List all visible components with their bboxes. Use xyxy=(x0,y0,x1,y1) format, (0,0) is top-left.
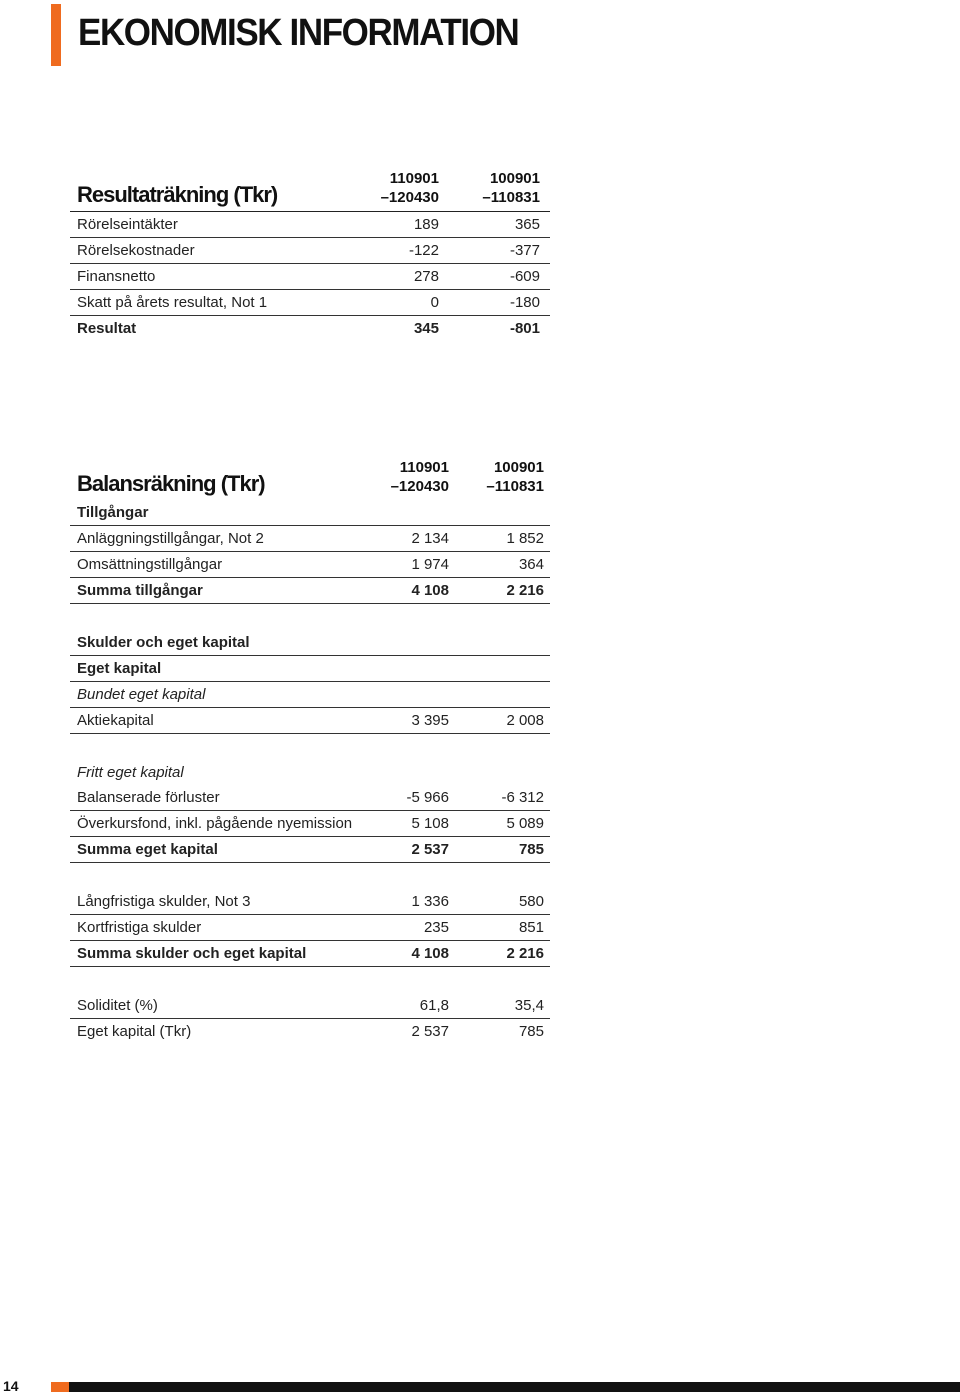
row-label: Tillgångar xyxy=(77,504,149,521)
income-period-1-start: 110901 xyxy=(389,170,439,187)
income-period-2-end: –110831 xyxy=(482,189,540,206)
row-value-period-2: -6 312 xyxy=(501,789,544,806)
row-value-period-1: 189 xyxy=(413,216,439,233)
row-value-period-2: -609 xyxy=(509,268,540,285)
row-value-period-2: -377 xyxy=(509,242,540,259)
row-value-period-2: 2 008 xyxy=(506,712,544,729)
income-header-row xyxy=(70,155,550,212)
row-value-period-2: -180 xyxy=(509,294,540,311)
spacer xyxy=(70,967,550,993)
row-value-period-1: 4 108 xyxy=(411,582,449,599)
row-value-period-2: 365 xyxy=(514,216,540,233)
row-label: Anläggningstillgångar, Not 2 xyxy=(77,530,264,547)
row-value-period-1: -5 966 xyxy=(406,789,449,806)
row-value-period-1: -122 xyxy=(408,242,439,259)
income-period-1-end: –120430 xyxy=(380,189,439,206)
balance-title: Balansräkning (Tkr) xyxy=(77,471,265,496)
section-heading-assets xyxy=(70,500,550,526)
spacer xyxy=(70,604,550,630)
row-label: Eget kapital (Tkr) xyxy=(77,1023,192,1040)
row-value-period-1: 2 537 xyxy=(411,1023,449,1040)
page-number: 14 xyxy=(3,1378,19,1394)
table-row xyxy=(70,708,550,734)
row-value-period-2: 5 089 xyxy=(506,815,544,832)
row-value-period-2: 2 216 xyxy=(506,582,544,599)
row-label: Soliditet (%) xyxy=(77,997,158,1014)
row-value-period-2: 785 xyxy=(518,841,544,858)
income-period-1 xyxy=(381,169,439,207)
income-title: Resultaträkning (Tkr) xyxy=(77,182,278,207)
row-label: Summa skulder och eget kapital xyxy=(77,945,307,962)
income-statement-table xyxy=(70,155,550,341)
row-value-period-2: 785 xyxy=(518,1023,544,1040)
row-value-period-2: 851 xyxy=(518,919,544,936)
row-label: Eget kapital xyxy=(77,660,162,677)
balance-sheet-table xyxy=(70,444,550,1044)
spacer xyxy=(70,863,550,889)
row-label: Långfristiga skulder, Not 3 xyxy=(77,893,251,910)
row-label: Rörelsekostnader xyxy=(77,242,195,259)
row-label: Finansnetto xyxy=(77,268,156,285)
row-label: Kortfristiga skulder xyxy=(77,919,202,936)
row-value-period-2: 580 xyxy=(518,893,544,910)
table-row xyxy=(70,238,550,264)
table-row xyxy=(70,212,550,238)
subheading-free-equity xyxy=(70,760,550,785)
row-label: Bundet eget kapital xyxy=(77,686,206,703)
table-row xyxy=(70,526,550,552)
row-label: Balanserade förluster xyxy=(77,789,220,806)
table-row xyxy=(70,993,550,1019)
balance-period-2 xyxy=(486,458,544,496)
row-value-period-2: 35,4 xyxy=(514,997,544,1014)
table-row xyxy=(70,785,550,811)
row-value-period-1: 4 108 xyxy=(411,945,449,962)
balance-period-1 xyxy=(391,458,449,496)
row-value-period-1: 1 336 xyxy=(411,893,449,910)
section-heading-equity xyxy=(70,656,550,682)
row-value-period-1: 345 xyxy=(413,320,439,337)
equity-total-row xyxy=(70,837,550,863)
balance-period-2-end: –110831 xyxy=(486,478,544,495)
row-value-period-1: 278 xyxy=(413,268,439,285)
row-value-period-1: 5 108 xyxy=(411,815,449,832)
liabilities-equity-total-row xyxy=(70,941,550,967)
assets-total-row xyxy=(70,578,550,604)
balance-header-row xyxy=(70,444,550,500)
table-row xyxy=(70,552,550,578)
balance-period-1-end: –120430 xyxy=(390,478,449,495)
subheading-restricted-equity xyxy=(70,682,550,708)
row-value-period-1: 61,8 xyxy=(419,997,449,1014)
row-label: Rörelseintäkter xyxy=(77,216,178,233)
table-row xyxy=(70,915,550,941)
income-period-2-start: 100901 xyxy=(489,170,540,187)
row-value-period-2: -801 xyxy=(509,320,540,337)
table-row xyxy=(70,1019,550,1044)
row-value-period-1: 2 134 xyxy=(411,530,449,547)
table-row xyxy=(70,290,550,316)
table-row xyxy=(70,264,550,290)
footer-bar xyxy=(51,1382,960,1392)
balance-period-2-start: 100901 xyxy=(493,459,544,476)
row-value-period-1: 3 395 xyxy=(411,712,449,729)
spacer xyxy=(70,734,550,760)
row-value-period-2: 364 xyxy=(518,556,544,573)
table-row xyxy=(70,889,550,915)
income-period-2 xyxy=(482,169,540,207)
row-value-period-1: 1 974 xyxy=(411,556,449,573)
row-label: Summa tillgångar xyxy=(77,582,203,599)
row-label: Aktiekapital xyxy=(77,712,154,729)
row-value-period-1: 2 537 xyxy=(411,841,449,858)
income-total-row xyxy=(70,316,550,341)
balance-period-1-start: 110901 xyxy=(399,459,449,476)
row-label: Överkursfond, inkl. pågående nyemission xyxy=(77,815,353,832)
row-label: Summa eget kapital xyxy=(77,841,218,858)
row-label: Skulder och eget kapital xyxy=(77,634,250,651)
row-label: Omsättningstillgångar xyxy=(77,556,223,573)
row-value-period-2: 1 852 xyxy=(506,530,544,547)
row-value-period-1: 235 xyxy=(423,919,449,936)
title-accent-bar xyxy=(51,4,61,66)
row-label: Fritt eget kapital xyxy=(77,764,184,781)
row-value-period-1: 0 xyxy=(430,294,439,311)
row-label: Resultat xyxy=(77,320,137,337)
row-value-period-2: 2 216 xyxy=(506,945,544,962)
section-heading-liabilities xyxy=(70,630,550,656)
page-title: EKONOMISK INFORMATION xyxy=(78,12,519,54)
row-label: Skatt på årets resultat, Not 1 xyxy=(77,294,268,311)
table-row xyxy=(70,811,550,837)
footer-accent xyxy=(51,1382,69,1392)
